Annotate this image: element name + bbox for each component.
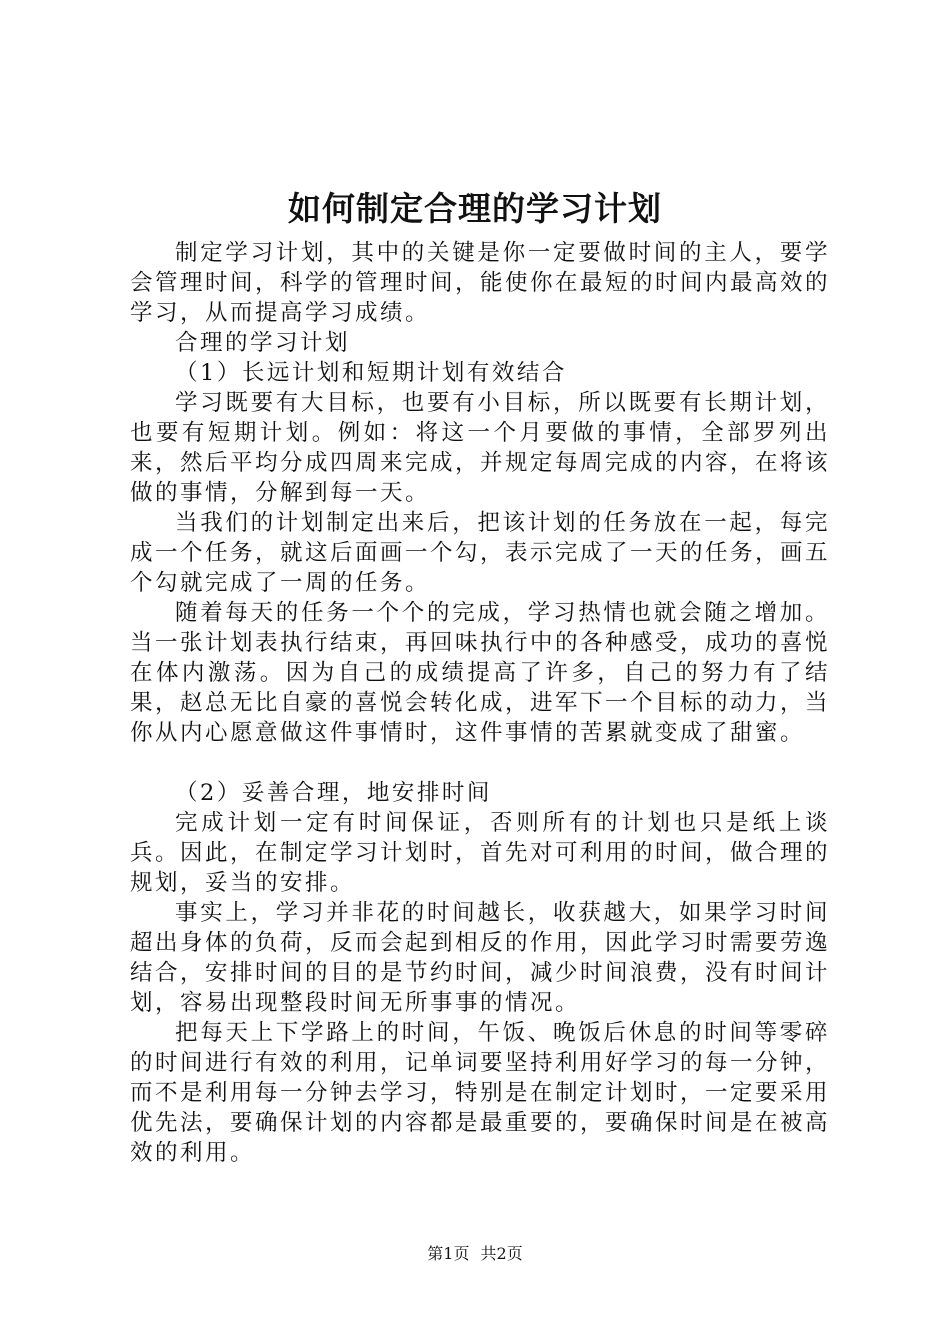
subheading-2: （2）妥善合理，地安排时间	[175, 780, 492, 806]
document-body	[130, 238, 830, 1168]
paragraph: 把每天上下学路上的时间，午饭、晚饭后休息的时间等零碎的时间进行有效的利用，记单词要坚持利用好学习的每一分钟，而不是利用每一分钟去学习，特别是在制定计划时，一定要采用优先法，要确保计划的内容都是最重要的，要确保时间是在被高效的利用。	[130, 1020, 831, 1166]
paragraph-intro: 制定学习计划，其中的关键是你一定要做时间的主人，要学会管理时间，科学的管理时间，能使你在最短的时间内最高效的学习，从而提高学习成绩。	[130, 240, 831, 326]
page-total: 共2页	[480, 1244, 523, 1263]
section-heading: 合理的学习计划	[175, 330, 351, 356]
paragraph: 事实上，学习并非花的时间越长，收获越大，如果学习时间超出身体的负荷，反而会起到相反的作用，因此学习时需要劳逸结合，安排时间的目的是节约时间，减少时间浪费，没有时间计划，容易出现整段时间无所事事的情况。	[130, 900, 831, 1016]
paragraph: 完成计划一定有时间保证，否则所有的计划也只是纸上谈兵。因此，在制定学习计划时，首先对可利用的时间，做合理的规划，妥当的安排。	[130, 810, 831, 896]
subheading-1: （1）长远计划和短期计划有效结合	[175, 360, 567, 386]
page-number: 第1页	[427, 1244, 470, 1263]
paragraph: 当我们的计划制定出来后，把该计划的任务放在一起，每完成一个任务，就这后面画一个勾，表示完成了一天的任务，画五个勾就完成了一周的任务。	[130, 510, 831, 596]
paragraph: 随着每天的任务一个个的完成，学习热情也就会随之增加。当一张计划表执行结束，再回味执行中的各种感受，成功的喜悦在体内激荡。因为自己的成绩提高了许多，自己的努力有了结果，赵总无比自豪的喜悦会转化成，进军下一个目标的动力，当你从内心愿意做这件事情时，这件事情的苦累就变成了甜蜜。	[130, 600, 831, 746]
paragraph: 学习既要有大目标，也要有小目标，所以既要有长期计划，也要有短期计划。例如：将这一个月要做的事情，全部罗列出来，然后平均分成四周来完成，并规定每周完成的内容，在将该做的事情，分解到每一天。	[130, 390, 831, 506]
page-title: 如何制定合理的学习计划	[288, 189, 662, 228]
page-footer	[0, 1243, 950, 1265]
